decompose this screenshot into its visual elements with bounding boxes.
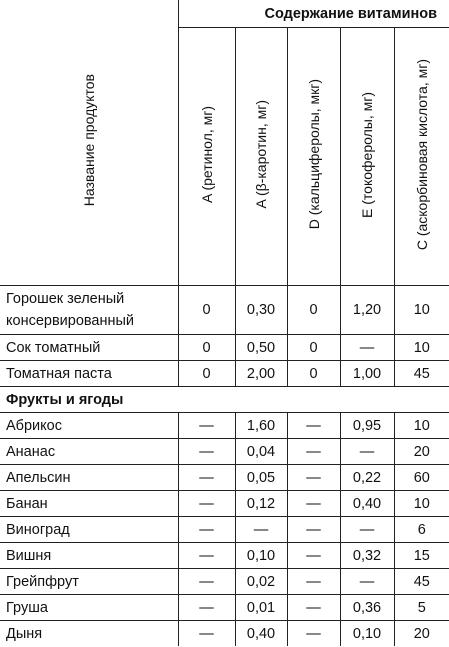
product-name: Ананас — [0, 439, 178, 465]
vitamin-value: 10 — [394, 491, 449, 517]
vitamin-value: 0,12 — [235, 491, 287, 517]
vitamin-value: — — [178, 595, 235, 621]
table-row — [0, 286, 449, 335]
vitamin-value: 10 — [394, 286, 449, 335]
vitamin-value: — — [340, 569, 394, 595]
group-row — [0, 387, 449, 413]
vitamin-value: — — [178, 465, 235, 491]
vitamin-value: — — [178, 439, 235, 465]
vitamin-value: 15 — [394, 543, 449, 569]
vitamin-value: — — [287, 621, 340, 647]
group-label: Фрукты и ягоды — [0, 387, 449, 413]
table-row — [0, 439, 449, 465]
vitamin-value: — — [340, 517, 394, 543]
vitamin-value: 45 — [394, 569, 449, 595]
product-name: Виноград — [0, 517, 178, 543]
table-row — [0, 569, 449, 595]
vitamin-value: — — [178, 517, 235, 543]
product-name: Банан — [0, 491, 178, 517]
vitamin-header-d: D (кальциферолы, мкг) — [287, 28, 340, 286]
vitamin-value: 1,00 — [340, 361, 394, 387]
vitamin-value: 60 — [394, 465, 449, 491]
product-column-label: Название продуктов — [80, 74, 97, 207]
vitamin-value: — — [178, 569, 235, 595]
vitamin-value: 1,60 — [235, 413, 287, 439]
vitamin-value: 0,02 — [235, 569, 287, 595]
vitamin-value: 2,00 — [235, 361, 287, 387]
vitamin-value: — — [340, 335, 394, 361]
vitamin-value: — — [287, 595, 340, 621]
vitamin-value: 0,05 — [235, 465, 287, 491]
vitamin-value: — — [287, 465, 340, 491]
table-row — [0, 335, 449, 361]
product-column-header — [0, 0, 178, 286]
vitamin-value: 0 — [178, 361, 235, 387]
vitamin-value: 0,22 — [340, 465, 394, 491]
vitamin-value: — — [178, 413, 235, 439]
vitamin-value: 0,30 — [235, 286, 287, 335]
table-row — [0, 621, 449, 647]
vitamin-value: — — [287, 543, 340, 569]
vitamin-header-e: E (токоферолы, мг) — [340, 28, 394, 286]
vitamin-value: 0 — [287, 361, 340, 387]
vitamin-value: — — [287, 491, 340, 517]
vitamin-value: — — [178, 543, 235, 569]
vitamin-value: 0,40 — [340, 491, 394, 517]
vitamin-value: 45 — [394, 361, 449, 387]
vitamin-value: 0,95 — [340, 413, 394, 439]
vitamin-value: — — [178, 491, 235, 517]
vitamin-value: — — [287, 439, 340, 465]
vitamin-value: 20 — [394, 621, 449, 647]
vitamin-header-a-carotene: A (β-каротин, мг) — [235, 28, 287, 286]
table-row — [0, 491, 449, 517]
vitamin-value: 0,01 — [235, 595, 287, 621]
table-row — [0, 595, 449, 621]
table-row — [0, 361, 449, 387]
vitamin-value: 0 — [178, 286, 235, 335]
table-body — [0, 286, 449, 647]
vitamin-value: 0,40 — [235, 621, 287, 647]
vitamin-value: 20 — [394, 439, 449, 465]
product-name: Горошек зеленый консервированный — [0, 286, 178, 335]
table-row — [0, 543, 449, 569]
vitamin-value: 10 — [394, 335, 449, 361]
vitamin-value: 6 — [394, 517, 449, 543]
vitamin-value: 10 — [394, 413, 449, 439]
product-name: Груша — [0, 595, 178, 621]
vitamin-group-header: Содержание витаминов — [178, 0, 449, 28]
product-name: Апельсин — [0, 465, 178, 491]
product-name: Дыня — [0, 621, 178, 647]
vitamin-value: — — [178, 621, 235, 647]
vitamin-value: 0,04 — [235, 439, 287, 465]
vitamin-value: — — [235, 517, 287, 543]
table-row — [0, 465, 449, 491]
vitamin-header-c: C (аскорбиновая кислота, мг) — [394, 28, 449, 286]
vitamin-value: 0,32 — [340, 543, 394, 569]
vitamin-value: 0 — [287, 286, 340, 335]
vitamin-header-a-retinol: A (ретинол, мг) — [178, 28, 235, 286]
vitamin-value: 0,50 — [235, 335, 287, 361]
vitamin-value: 0 — [178, 335, 235, 361]
product-name: Томатная паста — [0, 361, 178, 387]
vitamin-value: — — [287, 569, 340, 595]
vitamin-value: — — [340, 439, 394, 465]
table-row — [0, 413, 449, 439]
vitamin-value: 5 — [394, 595, 449, 621]
vitamin-value: 0,10 — [235, 543, 287, 569]
product-name: Абрикос — [0, 413, 178, 439]
vitamin-value: 0 — [287, 335, 340, 361]
vitamin-value: 1,20 — [340, 286, 394, 335]
vitamin-value: — — [287, 413, 340, 439]
vitamin-value: 0,36 — [340, 595, 394, 621]
product-name: Вишня — [0, 543, 178, 569]
table-row — [0, 517, 449, 543]
product-name: Грейпфрут — [0, 569, 178, 595]
vitamin-value: — — [287, 517, 340, 543]
product-name: Сок томатный — [0, 335, 178, 361]
vitamin-value: 0,10 — [340, 621, 394, 647]
